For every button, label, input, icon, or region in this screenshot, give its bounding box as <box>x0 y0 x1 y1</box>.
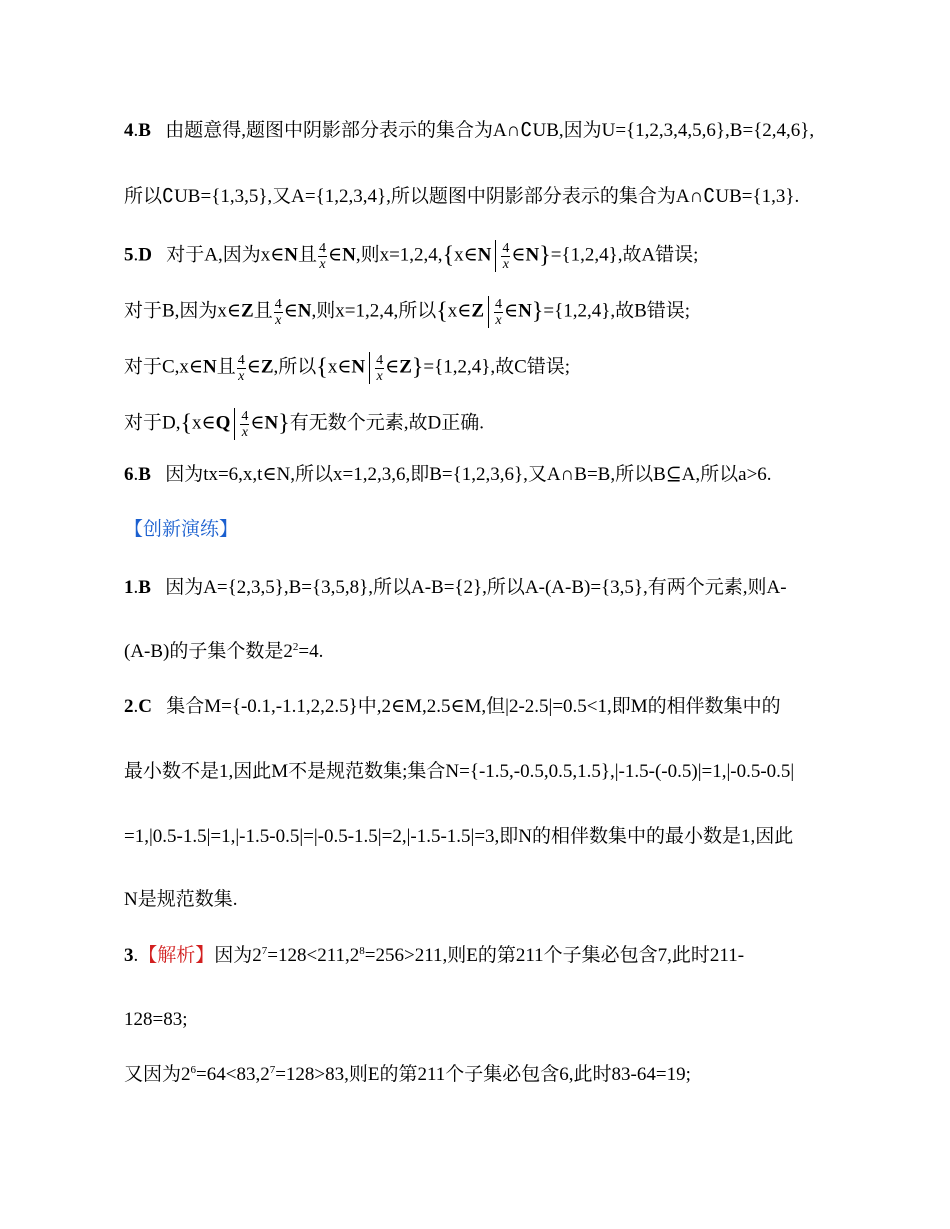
set-bar <box>369 352 370 384</box>
innovation-answer-2-cont1: 最小数不是1,因此M不是规范数集;集合N={-1.5,-0.5,0.5,1.5},|-1.5-(-0.5)|=1,|-0.5-0.5| <box>124 761 795 782</box>
set-bar <box>234 408 235 440</box>
answer-4-cont <box>124 185 910 209</box>
fraction: $\frac{4}{x}$ <box>241 408 249 440</box>
brace-right: } <box>411 354 424 381</box>
answer-5-d: 对于D,{x∈Q $\frac{4}{x}$ ∈N}有无数个元素,故D正确. <box>124 408 484 440</box>
innovation-answer-3-cont2: 又因为$2^6=64<83,2^7=128>83$,则E的第211个子集必包含6,此时83-64=19; <box>124 1064 691 1085</box>
answer-5-c: 对于C,x∈N且 $\frac{4}{x}$ ∈Z,所以{x∈N $\frac{4}{x}$ ∈Z}={1,2,4},故C错误; <box>124 352 571 384</box>
question-number: 6 <box>124 464 134 485</box>
answer-5-b: 对于B,因为x∈Z且 $\frac{4}{x}$ ∈N,则x=1,2,4,所以{x∈Z $\frac{4}{x}$ ∈N}={1,2,4},故B错误; <box>124 296 691 328</box>
innovation-answer-2-cont2: =1,|0.5-1.5|=1,|-1.5-0.5|=|-0.5-1.5|=2,|-1.5-1.5|=3,即N的相伴数集中的最小数是1,因此 <box>124 826 794 847</box>
brace-left: { <box>436 298 448 325</box>
fraction: $\frac{4}{x}$ <box>376 352 384 384</box>
answer-text: 集合M={-0.1,-1.1,2,2.5}中,2∈M,2.5∈M,但|2-2.5|=0.5<1,即M的相伴数集中的 <box>166 696 781 717</box>
answer-letter: C <box>138 696 152 717</box>
innovation-answer-2-cont3: N是规范数集. <box>124 889 238 910</box>
answer-letter: B <box>138 120 151 141</box>
answer-text: 所以∁UB={1,3,5},又A={1,2,3,4},所以题图中阴影部分表示的集合为A∩∁UB={1,3}. <box>124 186 800 207</box>
question-number: 5 <box>124 244 134 266</box>
innovation-answer-3: 3.【解析】因为$2^7=128<211,2^8=256>211$,则E的第211个子集必包含7,此时211- <box>124 945 745 966</box>
answer-5: 5.D 对于A,因为x∈N且 $\frac{4}{x}$ ∈N,则x=1,2,4,{x∈N $\frac{4}{x}$ ∈N}={1,2,4},故A错误; <box>124 240 699 272</box>
brace-right: } <box>531 298 544 325</box>
answer-text: 因为tx=6,x,t∈N,所以x=1,2,3,6,即B={1,2,3,6},又A∩B=B,所以B⊆A,所以a>6. <box>165 464 772 485</box>
question-number: 1 <box>124 577 134 598</box>
fraction: $\frac{4}{x}$ <box>319 240 327 272</box>
fraction: $\frac{4}{x}$ <box>502 240 510 272</box>
brace-right: } <box>539 242 551 269</box>
answer-text: 由题意得,题图中阴影部分表示的集合为A∩∁UB,因为U={1,2,3,4,5,6},B={2,4,6}, <box>165 120 815 141</box>
section-heading: 【创新演练】 <box>124 519 239 540</box>
fraction: $\frac{4}{x}$ <box>237 352 245 384</box>
set-bar <box>495 240 496 272</box>
innovation-answer-3-cont1: 128=83; <box>124 1009 188 1030</box>
analysis-tag: 【解析】 <box>138 945 215 966</box>
question-number: 4 <box>124 120 134 141</box>
innovation-answer-1-cont: (A-B)的子集个数是$2^2=4$. <box>124 641 324 662</box>
answer-letter: D <box>138 244 152 266</box>
answer-6: 6.B 因为tx=6,x,t∈N,所以x=1,2,3,6,即B={1,2,3,6},又A∩B=B,所以B⊆A,所以a>6. <box>124 464 772 485</box>
innovation-answer-1: 1.B 因为A={2,3,5},B={3,5,8},所以A-B={2},所以A-(A-B)={3,5},有两个元素,则A- <box>124 577 787 598</box>
answer-text: 因为A={2,3,5},B={3,5,8},所以A-B={2},所以A-(A-B)={3,5},有两个元素,则A- <box>165 577 787 598</box>
innovation-answer-2: 2.C 集合M={-0.1,-1.1,2,2.5}中,2∈M,2.5∈M,但|2-2.5|=0.5<1,即M的相伴数集中的 <box>124 696 781 717</box>
brace-left: { <box>180 410 193 437</box>
brace-left: { <box>316 354 328 381</box>
set-bar <box>488 296 489 328</box>
answer-letter: B <box>138 577 151 598</box>
question-number: 3 <box>124 945 134 966</box>
fraction: $\frac{4}{x}$ <box>274 296 282 328</box>
brace-right: } <box>278 410 290 437</box>
fraction: $\frac{4}{x}$ <box>495 296 503 328</box>
brace-left: { <box>442 242 455 269</box>
answer-4: 4.B 由题意得,题图中阴影部分表示的集合为A∩∁UB,因为U={1,2,3,4,5,6},B={2,4,6}, <box>124 120 815 141</box>
question-number: 2 <box>124 696 134 717</box>
answer-letter: B <box>138 464 151 485</box>
